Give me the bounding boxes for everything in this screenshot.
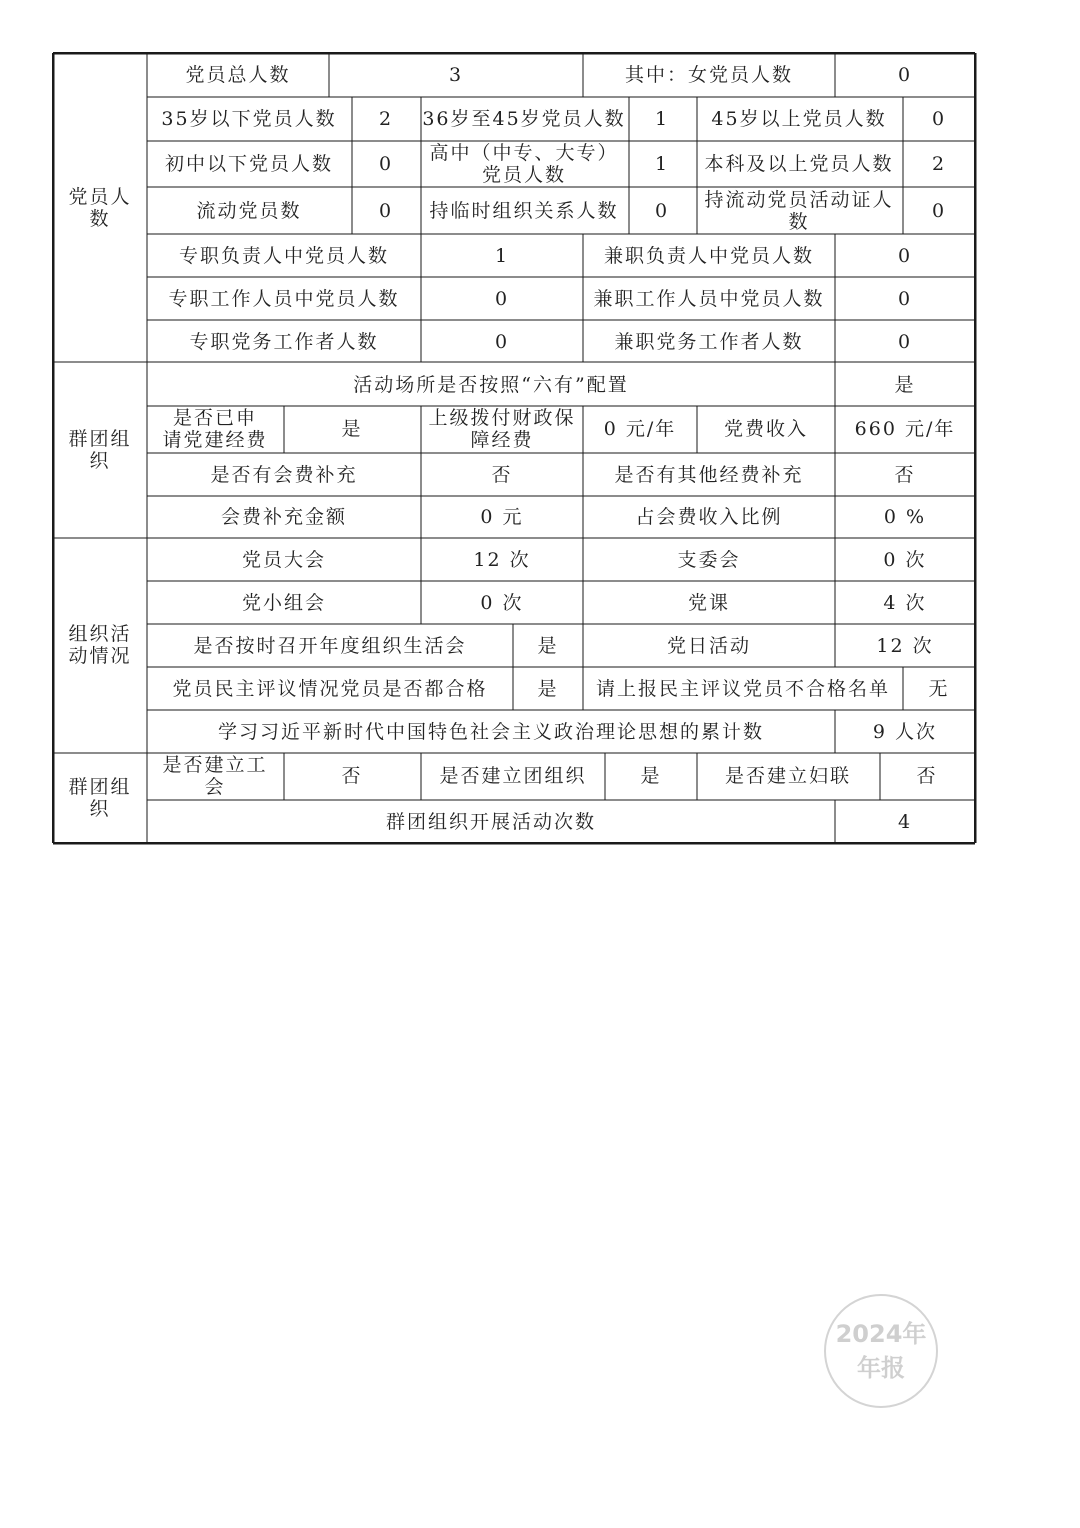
floating-cert-value: 0 (931, 200, 947, 222)
stamp-text: 年报 (857, 1354, 905, 1382)
women-fed-value: 否 (916, 765, 938, 787)
life-meeting-label: 是否按时召开年度组织生活会 (193, 635, 467, 657)
female-members-value: 0 (897, 64, 913, 86)
stamp-year: 2024年 (835, 1320, 927, 1348)
applied-funds-value: 是 (341, 418, 363, 440)
women-fed-label: 是否建立妇联 (724, 765, 852, 787)
mass-events-label: 群团组织开展活动次数 (385, 811, 597, 833)
under35-label: 35岁以下党员人数 (161, 108, 337, 130)
congress-label: 党员大会 (241, 549, 327, 571)
ft-staff-value: 0 (494, 288, 510, 310)
pt-worker-value: 0 (897, 331, 913, 353)
female-members-label: 其中：女党员人数 (624, 64, 794, 86)
senior-edu-value: 1 (654, 153, 670, 175)
ratio-value: 0 % (883, 506, 927, 528)
total-members-label: 党员总人数 (185, 64, 291, 86)
venue-value: 是 (894, 374, 916, 396)
lecture-value: 4 次 (883, 592, 927, 614)
evaluation-label: 党员民主评议情况党员是否都合格 (172, 678, 488, 700)
group-meeting-label: 党小组会 (241, 592, 327, 614)
lecture-label: 党课 (687, 592, 731, 614)
committee-value: 0 次 (883, 549, 927, 571)
study-value: 9 人次 (872, 721, 938, 743)
section-mass-org-1: 群团组织 (68, 428, 132, 472)
section-members: 党员人数 (68, 186, 132, 230)
supp-amount-label: 会费补充金额 (220, 506, 348, 528)
bachelor-edu-value: 2 (931, 153, 947, 175)
dues-label: 党费收入 (723, 418, 809, 440)
junior-edu-label: 初中以下党员人数 (164, 153, 334, 175)
pt-worker-label: 兼职党务工作者人数 (614, 331, 804, 353)
temp-relation-value: 0 (654, 200, 670, 222)
youth-org-value: 是 (640, 765, 662, 787)
study-label: 学习习近平新时代中国特色社会主义政治理论思想的累计数 (217, 721, 765, 743)
unqualified-value: 无 (928, 678, 950, 700)
age36-45-value: 1 (654, 108, 670, 130)
bachelor-edu-label: 本科及以上党员人数 (704, 153, 894, 175)
union-label: 是否建立工会 (162, 754, 268, 798)
pt-head-value: 0 (897, 245, 913, 267)
congress-value: 12 次 (473, 549, 531, 571)
unqualified-label: 请上报民主评议党员不合格名单 (595, 678, 891, 700)
ft-head-label: 专职负责人中党员人数 (178, 245, 390, 267)
section-activities: 组织活动情况 (68, 623, 132, 667)
other-supp-label: 是否有其他经费补充 (614, 464, 804, 486)
venue-label: 活动场所是否按照“六有”配置 (353, 374, 629, 396)
floating-label: 流动党员数 (196, 200, 302, 222)
party-day-value: 12 次 (876, 635, 934, 657)
fee-supp-value: 否 (491, 464, 513, 486)
dues-value: 660 元/年 (854, 418, 956, 440)
senior-edu-label: 高中（中专、大专）党员人数 (429, 142, 619, 186)
other-supp-value: 否 (894, 464, 916, 486)
ft-staff-label: 专职工作人员中党员人数 (168, 288, 400, 310)
annual-report-stamp (824, 1294, 938, 1408)
over45-value: 0 (931, 108, 947, 130)
party-day-label: 党日活动 (666, 635, 752, 657)
evaluation-value: 是 (537, 678, 559, 700)
floating-value: 0 (378, 200, 394, 222)
committee-label: 支委会 (677, 549, 741, 571)
ratio-label: 占会费收入比例 (635, 506, 783, 528)
applied-funds-label: 是否已申请党建经费 (162, 407, 268, 451)
total-members-value: 3 (448, 64, 464, 86)
ft-worker-value: 0 (494, 331, 510, 353)
allocated-funds-label: 上级拨付财政保障经费 (428, 407, 576, 451)
allocated-funds-value: 0 元/年 (603, 418, 677, 440)
pt-staff-value: 0 (897, 288, 913, 310)
ft-worker-label: 专职党务工作者人数 (189, 331, 379, 353)
youth-org-label: 是否建立团组织 (439, 765, 587, 787)
ft-head-value: 1 (494, 245, 510, 267)
under35-value: 2 (378, 108, 394, 130)
fee-supp-label: 是否有会费补充 (210, 464, 358, 486)
supp-amount-value: 0 元 (480, 506, 524, 528)
temp-relation-label: 持临时组织关系人数 (429, 200, 619, 222)
floating-cert-label: 持流动党员活动证人数 (704, 189, 894, 233)
section-mass-org-2: 群团组织 (68, 776, 132, 820)
mass-events-value: 4 (897, 811, 913, 833)
over45-label: 45岁以上党员人数 (711, 108, 887, 130)
union-value: 否 (341, 765, 363, 787)
age36-45-label: 36岁至45岁党员人数 (422, 108, 626, 130)
pt-head-label: 兼职负责人中党员人数 (603, 245, 815, 267)
pt-staff-label: 兼职工作人员中党员人数 (593, 288, 825, 310)
junior-edu-value: 0 (378, 153, 394, 175)
group-meeting-value: 0 次 (480, 592, 524, 614)
life-meeting-value: 是 (537, 635, 559, 657)
